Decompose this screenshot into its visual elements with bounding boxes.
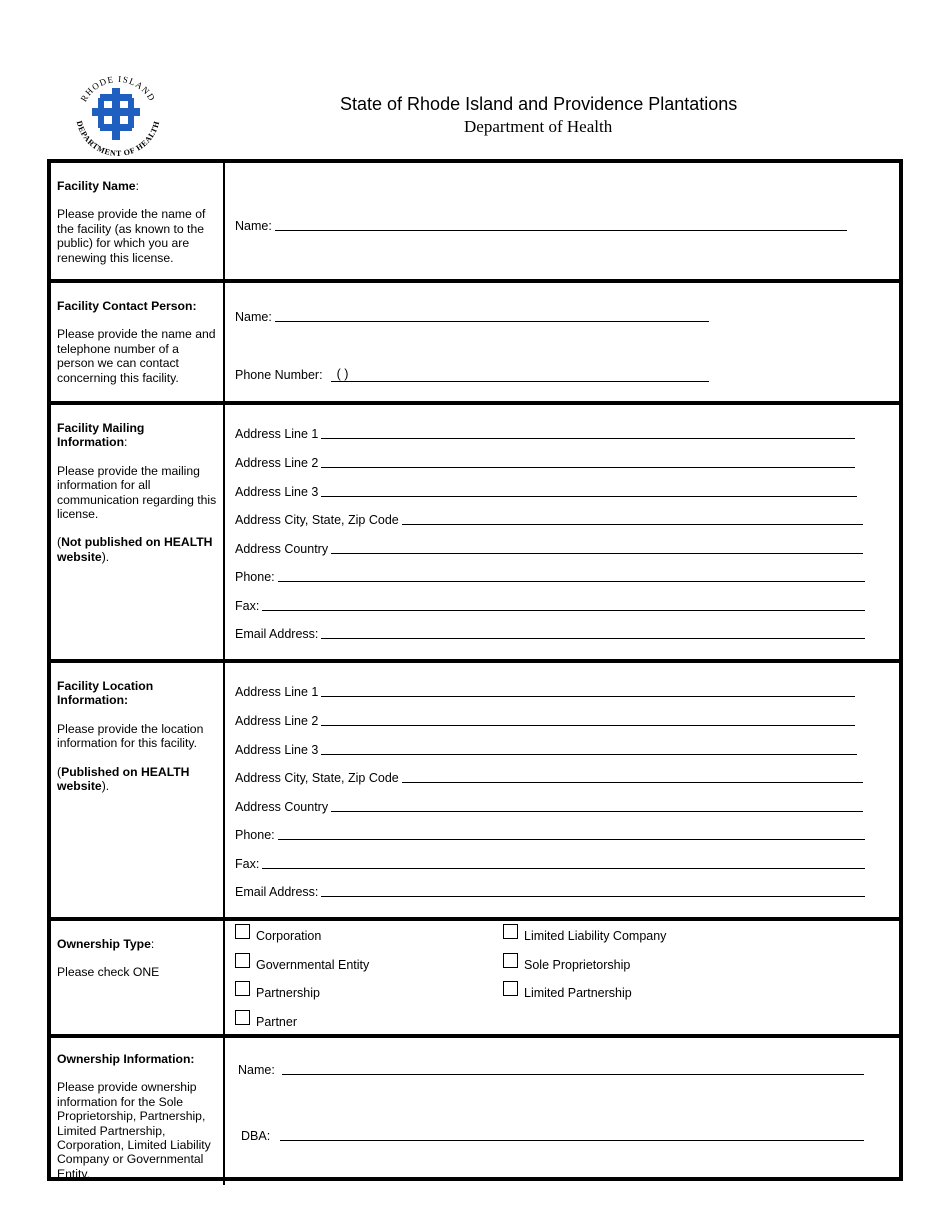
section-description: Please provide the mailing information for all communication regarding this license. xyxy=(57,463,217,522)
checkbox[interactable] xyxy=(503,981,518,996)
svg-text:RHODE ISLAND: RHODE ISLAND xyxy=(78,73,158,104)
location-email[interactable] xyxy=(235,885,865,899)
checkbox[interactable] xyxy=(235,924,250,939)
option-partner[interactable] xyxy=(235,1010,297,1029)
contact-section xyxy=(51,283,899,405)
location-phone[interactable] xyxy=(235,828,865,842)
option-label: Corporation xyxy=(256,929,322,943)
field-label: Address Country xyxy=(235,800,329,814)
mailing-address-line-1[interactable] xyxy=(235,427,855,441)
location-city-state-zip[interactable] xyxy=(235,771,863,785)
mailing-fax[interactable] xyxy=(235,599,865,613)
field-label: DBA: xyxy=(241,1129,271,1143)
field-label: Address Line 3 xyxy=(235,743,319,757)
title-suffix: : xyxy=(135,179,139,193)
field-label: Phone: xyxy=(235,570,275,584)
contact-phone-field[interactable] xyxy=(235,367,709,382)
field-label: Address Line 3 xyxy=(235,485,319,499)
mailing-address-line-2[interactable] xyxy=(235,456,855,470)
note-open: ( xyxy=(57,535,62,550)
ownership-type-section xyxy=(51,921,899,1038)
mailing-phone[interactable] xyxy=(235,570,865,584)
option-label: Limited Liability Company xyxy=(524,929,667,943)
page-title: State of Rhode Island and Providence Plantations xyxy=(340,94,738,114)
title-suffix: : xyxy=(150,937,155,951)
section-title: Facility Mailing Information xyxy=(57,421,145,450)
page-subtitle: Department of Health xyxy=(464,117,613,136)
field-label: Address Line 1 xyxy=(235,685,319,699)
facility-name-field[interactable] xyxy=(235,219,847,233)
publication-note: Published on HEALTH website xyxy=(57,764,190,794)
field-label: Address City, State, Zip Code xyxy=(235,513,399,527)
field-label: Address City, State, Zip Code xyxy=(235,771,399,785)
title-suffix: : xyxy=(124,435,128,450)
mailing-section xyxy=(51,405,899,663)
field-label: Fax: xyxy=(235,857,260,871)
option-governmental-entity[interactable] xyxy=(235,953,369,972)
phone-area-code: ( ) xyxy=(331,367,709,382)
checkbox[interactable] xyxy=(503,924,518,939)
field-label: Phone: xyxy=(235,828,275,842)
field-label: Email Address: xyxy=(235,627,319,641)
option-corporation[interactable] xyxy=(235,924,321,943)
mailing-address-line-3[interactable] xyxy=(235,485,857,499)
section-description: Please provide ownership information for the Sole Proprietorship, Partnership, Limited Partnership, Corporation, Limited Liability Company or Governmental Entity. xyxy=(57,1080,211,1181)
section-title: Ownership Type xyxy=(57,937,151,951)
location-address-line-3[interactable] xyxy=(235,743,857,757)
field-label: Fax: xyxy=(235,599,260,613)
field-label: Name: xyxy=(238,1063,275,1077)
ownership-info-section xyxy=(51,1038,899,1185)
section-description: Please check ONE xyxy=(57,965,160,980)
svg-text:DEPARTMENT OF HEALTH: DEPARTMENT OF HEALTH xyxy=(74,119,162,159)
option-label: Sole Proprietorship xyxy=(524,958,631,972)
section-title: Ownership Information: xyxy=(57,1052,195,1066)
section-title: Facility Contact Person: xyxy=(57,299,197,313)
section-description: Please provide the location information for this facility. xyxy=(57,721,204,751)
rhode-island-health-seal-logo xyxy=(70,68,166,164)
field-label: Address Line 1 xyxy=(235,427,319,441)
option-partnership[interactable] xyxy=(235,981,320,1000)
option-label: Limited Partnership xyxy=(524,986,632,1000)
field-label: Name: xyxy=(235,310,272,324)
location-address-line-2[interactable] xyxy=(235,714,855,728)
section-description: Please provide the name and telephone number of a person we can contact concerning this facility. xyxy=(57,327,216,385)
checkbox[interactable] xyxy=(235,1010,250,1025)
option-sole-proprietorship[interactable] xyxy=(503,953,630,972)
section-title: Facility Location Information: xyxy=(57,679,154,708)
option-label: Partnership xyxy=(256,986,320,1000)
license-form xyxy=(47,159,903,1181)
owner-name-field[interactable] xyxy=(238,1063,864,1077)
checkbox[interactable] xyxy=(503,953,518,968)
section-title: Facility Name xyxy=(57,179,136,193)
field-label: Address Country xyxy=(235,542,329,556)
publication-note: Not published on HEALTH website xyxy=(57,535,213,564)
field-label: Address Line 2 xyxy=(235,456,319,470)
note-close: ). xyxy=(101,549,110,564)
facility-name-section xyxy=(51,163,899,283)
option-label: Governmental Entity xyxy=(256,958,370,972)
mailing-country[interactable] xyxy=(235,542,863,556)
field-label: Phone Number: xyxy=(235,368,323,382)
location-country[interactable] xyxy=(235,800,863,814)
location-section xyxy=(51,663,899,921)
dba-field[interactable] xyxy=(241,1129,864,1143)
field-label: Name: xyxy=(235,219,272,233)
note-open: ( xyxy=(57,764,62,779)
option-label: Partner xyxy=(256,1015,297,1029)
location-address-line-1[interactable] xyxy=(235,685,855,699)
section-description: Please provide the name of the facility (as known to the public) for which you are renewing this license. xyxy=(57,207,206,265)
note-close: ). xyxy=(101,779,110,794)
field-label: Email Address: xyxy=(235,885,319,899)
checkbox[interactable] xyxy=(235,953,250,968)
contact-name-field[interactable] xyxy=(235,310,709,324)
location-fax[interactable] xyxy=(235,857,865,871)
option-limited-partnership[interactable] xyxy=(503,981,632,1000)
checkbox[interactable] xyxy=(235,981,250,996)
option-llc[interactable] xyxy=(503,924,666,943)
mailing-email[interactable] xyxy=(235,627,865,641)
mailing-city-state-zip[interactable] xyxy=(235,513,863,527)
field-label: Address Line 2 xyxy=(235,714,319,728)
